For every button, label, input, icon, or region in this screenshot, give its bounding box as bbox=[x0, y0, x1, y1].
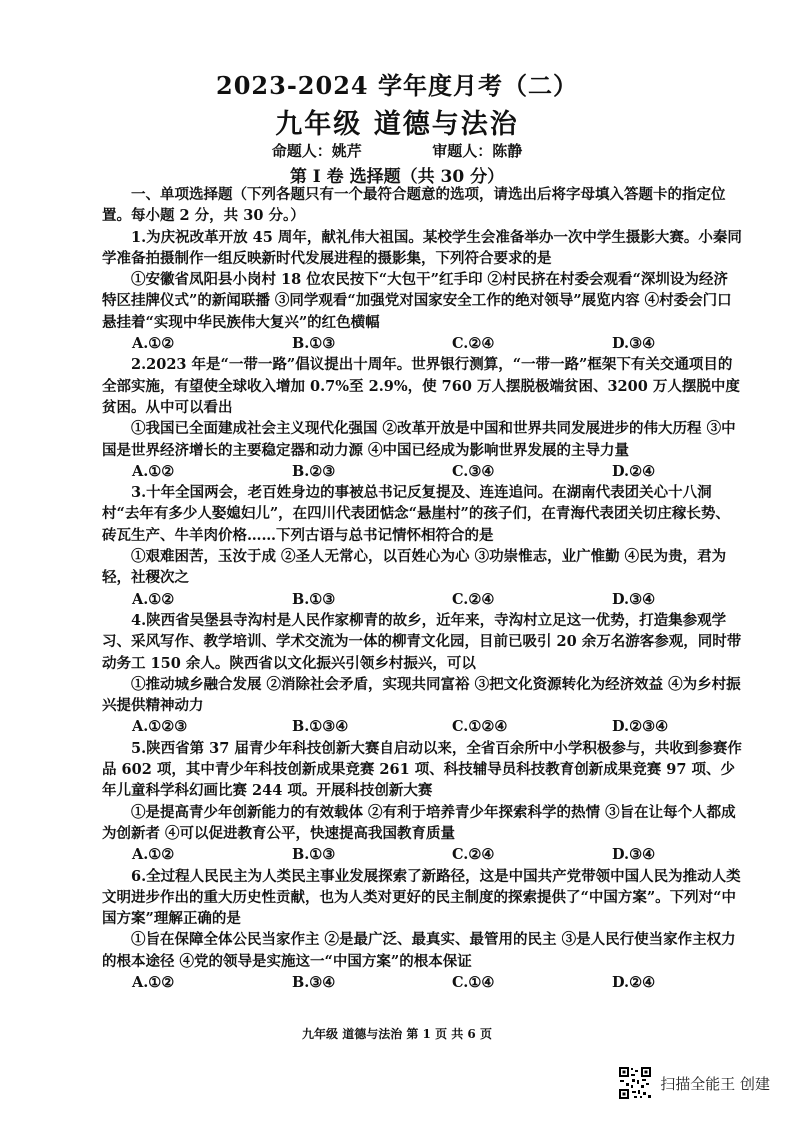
answer-options bbox=[102, 972, 742, 993]
question-2 bbox=[102, 354, 742, 482]
question-items: ①是提高青少年创新能力的有效载体 ②有利于培养青少年探索科学的热情 ③旨在让每个人都成为创新者 ④可以促进教育公平，快速提高我国教育质量 bbox=[102, 803, 736, 842]
option-b: B.②③ bbox=[292, 462, 336, 480]
answer-options bbox=[102, 589, 742, 610]
section-heading: 一、单项选择题（下列各题只有一个最符合题意的选项，请选出后将字母填入答题卡的指定位置。每小题 2 分，共 30 分。） bbox=[102, 186, 726, 225]
scanner-watermark bbox=[618, 1066, 770, 1100]
question-stem: 1.为庆祝改革开放 45 周年，献礼伟大祖国。某校学生会准备举办一次中学生摄影大赛。小秦同学准备拍摄制作一组反映新时代发展进程的摄影集，下列符合要求的是 bbox=[102, 228, 742, 267]
question-1 bbox=[102, 227, 742, 355]
author-line bbox=[0, 140, 794, 161]
option-c: C.②④ bbox=[452, 335, 495, 353]
option-c: C.①②④ bbox=[452, 718, 508, 736]
question-4 bbox=[102, 610, 742, 738]
option-a: A.①② bbox=[132, 462, 175, 480]
answer-options bbox=[102, 333, 742, 354]
option-d: D.②④ bbox=[612, 973, 656, 991]
question-items: ①我国已全面建成社会主义现代化强国 ②改革开放是中国和世界共同发展进步的伟大历程 ③中国是世界经济增长的主要稳定器和动力源 ④中国已经成为影响世界发展的主导力量 bbox=[102, 420, 736, 459]
reviewer-label: 审题人：陈静 bbox=[432, 142, 523, 160]
option-d: D.②③④ bbox=[612, 718, 669, 736]
option-b: B.①③ bbox=[292, 335, 336, 353]
option-c: C.②④ bbox=[452, 590, 495, 608]
option-b: B.①③ bbox=[292, 590, 336, 608]
page-footer: 九年级 道德与法治 第 1 页 共 6 页 bbox=[302, 1027, 492, 1041]
qr-code-icon bbox=[618, 1066, 652, 1100]
question-stem: 6.全过程人民民主为人类民主事业发展探索了新路径，这是中国共产党带领中国人民为推动人类文明进步作出的重大历史性贡献，也为人类对更好的民主制度的探索提供了“中国方案”。下列对“中国方案”理解正确的是 bbox=[102, 867, 741, 928]
part-heading: 第 I 卷 选择题（共 30 分） bbox=[289, 167, 505, 187]
option-d: D.③④ bbox=[612, 335, 656, 353]
answer-options bbox=[102, 716, 742, 737]
question-items: ①旨在保障全体公民当家作主 ②是最广泛、最真实、最管用的民主 ③是人民行使当家作主权力的根本途径 ④党的领导是实施这一“中国方案”的根本保证 bbox=[102, 931, 736, 970]
question-3 bbox=[102, 482, 742, 610]
option-c: C.①④ bbox=[452, 973, 495, 991]
subject-title: 九年级 道德与法治 bbox=[275, 109, 519, 140]
option-a: A.①② bbox=[132, 335, 175, 353]
question-stem: 3.十年全国两会，老百姓身边的事被总书记反复提及、连连追问。在湖南代表团关心十八洞村“去年有多少人娶媳妇儿”，在四川代表团惦念“悬崖村”的孩子们，在青海代表团关切庄稼长势、砖瓦生产、牛羊肉价格……下列古语与总书记情怀相符合的是 bbox=[102, 484, 730, 544]
option-a: A.①② bbox=[132, 590, 175, 608]
question-items: ①推动城乡融合发展 ②消除社会矛盾，实现共同富裕 ③把文化资源转化为经济效益 ④为乡村振兴提供精神动力 bbox=[102, 675, 741, 715]
option-a: A.①② bbox=[132, 973, 175, 991]
question-stem: 5.陕西省第 37 届青少年科技创新大赛自启动以来，全省百余所中小学积极参与，共收到参赛作品 602 项，其中青少年科技创新成果竞赛 261 项、科技辅导员科技教育创新成果竞赛 97 项、少年儿童科学科幻画比赛 244 项。开展科技创新大赛 bbox=[102, 739, 742, 800]
option-d: D.③④ bbox=[612, 846, 656, 864]
option-a: A.①② bbox=[132, 846, 175, 864]
question-items: ①艰难困苦，玉汝于成 ②圣人无常心，以百姓心为心 ③功崇惟志，业广惟勤 ④民为贵，君为轻，社稷次之 bbox=[102, 548, 727, 587]
option-c: C.③④ bbox=[452, 462, 495, 480]
scanner-label: 扫描全能王 创建 bbox=[660, 1074, 770, 1093]
option-b: B.①③④ bbox=[292, 718, 349, 736]
option-d: D.②④ bbox=[612, 462, 656, 480]
setter-label: 命题人：姚芹 bbox=[271, 142, 362, 160]
exam-title: 2023-2024 学年度月考（二） bbox=[216, 71, 578, 100]
question-items: ①安徽省凤阳县小岗村 18 位农民按下“大包干”红手印 ②村民挤在村委会观看“深圳设为经济特区挂牌仪式”的新闻联播 ③同学观看“加强党对国家安全工作的绝对领导”展览内容 ④村委会门口悬挂着“实现中华民族伟大复兴”的红色横幅 bbox=[102, 271, 732, 331]
option-b: B.①③ bbox=[292, 846, 336, 864]
question-body bbox=[102, 184, 742, 993]
option-b: B.③④ bbox=[292, 973, 336, 991]
question-6 bbox=[102, 866, 742, 994]
option-d: D.③④ bbox=[612, 590, 656, 608]
answer-options bbox=[102, 844, 742, 865]
answer-options bbox=[102, 461, 742, 482]
question-stem: 4.陕西省吴堡县寺沟村是人民作家柳青的故乡，近年来，寺沟村立足这一优势，打造集参观学习、采风写作、教学培训、学术交流为一体的柳青文化园，目前已吸引 20 余万名游客参观，同时带动务工 150 余人。陕西省以文化振兴引领乡村振兴，可以 bbox=[102, 611, 742, 672]
question-stem: 2.2023 年是“一带一路”倡议提出十周年。世界银行测算，“一带一路”框架下有关交通项目的全部实施，有望使全球收入增加 0.7%至 2.9%，使 760 万人摆脱极端贫困、3200 万人摆脱中度贫困。从中可以看出 bbox=[102, 356, 740, 416]
option-a: A.①②③ bbox=[132, 718, 188, 736]
question-5 bbox=[102, 738, 742, 866]
option-c: C.②④ bbox=[452, 846, 495, 864]
